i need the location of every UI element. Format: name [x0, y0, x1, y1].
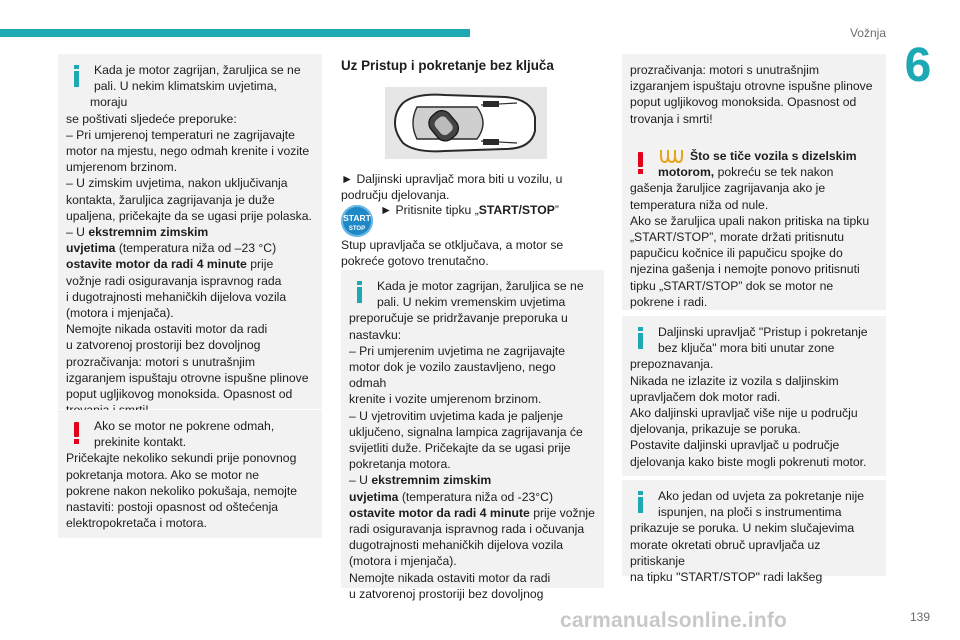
info-box-warm-engine: Kada je motor zagrijan, žaruljica se ne pali. U nekim klimatskim uvjetima, moraju se poštivati sljedeće preporuke: – Pri umjerenoj temperaturi ne zagrijavajte motor na mjestu, nego odmah krenite i vozite umjerenom brzinom. – U zimskim uvjetima, nakon uključivanja kontakta, žaruljica zagrijavanja je duže upaljena, pričekajte da se ugasi prije polaska. – U ekstremnim zimskim uvjetima (temperatura niža od –23 °C) ostavite motor da radi 4 minute prije vožnje radi osiguravanja ispravnog rada i dugotrajnosti mehaničkih dijelova vozila (motora i mjenjača). Nemojte nikada ostaviti motor da radi u zatvorenoj prostoriji bez dovoljnog prozračivanja: motori s unutrašnjim izgaranjem ispuštaju otrovne ispušne plinove poput ugljikovog monoksida. Opasnost od — [58, 54, 322, 409]
car-with-key-illustration — [385, 87, 547, 159]
info-box-remote-zone: Daljinski upravljač "Pristup i pokretanje bez ključa" mora biti unutar zone prepoznavanja. Nikada ne izlazite iz vozila s daljinskim upravljačem dok motor radi. Ako daljinski upravljač više nije u području djelovanja, prikazuje se poruka. Postavite daljinski upravljač u područje djelovanja kako biste mogli pokrenuti motor. — [622, 316, 886, 476]
result-text: Stup upravljača se otključava, a motor se pokreće gotovo trenutačno. — [341, 238, 564, 269]
warning-icon — [634, 152, 648, 176]
step-press-start-stop: ► Pritisnite tipku „START/STOP” — [380, 203, 559, 217]
section-heading: Uz Pristup i pokretanje bez ključa — [341, 58, 554, 73]
warning-box-engine-not-starting: Ako se motor ne pokrene odmah, prekinite kontakt. Pričekajte nekoliko sekundi prije ponovnog pokretanja motora. Ako se motor ne pokrene nakon nekoliko pokušaja, nemojte nastaviti: postoji opasnost od oštećenja elektropokretača i motora. — [58, 410, 322, 538]
step-remote-in-car: ► Daljinski upravljač mora biti u vozilu, u području djelovanja. — [341, 172, 563, 203]
info-icon — [70, 65, 84, 87]
info-box-start-conditions: Ako jedan od uvjeta za pokretanje nije ispunjen, na ploči s instrumentima prikazuje se poruka. U nekim slučajevima morate okretati obruč upravljača uz pritiskanje na tipku "START/STOP" radi lakšeg — [622, 480, 886, 576]
continued-box: prozračivanja: motori s unutrašnjim izgaranjem ispuštaju otrovne ispušne plinove poput ugljikovog monoksida. Opasnost od trovanja i smrti! — [622, 54, 886, 140]
info-icon — [634, 327, 648, 349]
info-icon — [634, 491, 648, 513]
info-icon — [353, 281, 367, 303]
watermark: carmanualsonline.info — [560, 609, 788, 632]
glow-plug-icon — [658, 148, 684, 164]
page-number: 139 — [909, 610, 930, 624]
warning-box-diesel: Što se tiče vozila s dizelskim motorom, pokreću se tek nakon gašenja žaruljice zagrijavanja ako je temperatura niža od nule. Ako se žaruljica upali nakon pritiska na tipku „START/STOP”, morate držati pritisnutu papučicu kočnice ili papučicu spojke do njezina gašenja i nemojte ponovo pritisnuti tipku „START/STOP” dok se motor ne pokrene i radi. — [622, 140, 886, 310]
chapter-title: Vožnja — [849, 26, 886, 40]
header-accent-bar — [0, 29, 470, 37]
keyless-section — [341, 58, 603, 74]
chapter-number: 6 — [904, 39, 932, 92]
warning-icon — [70, 422, 84, 446]
info-box-keyless-warm-engine: Kada je motor zagrijan, žaruljica se ne pali. U nekim vremenskim uvjetima preporučuje se pridržavanje preporuka u nastavku: – Pri umjerenim uvjetima ne zagrijavajte motor dok je vozilo zaustavljeno, nego odmah krenite i vozite umjerenom brzinom. – U vjetrovitim uvjetima kada je paljenje uključeno, signalna lampica zagrijavanja će svijetliti duže. Pričekajte da se ugasi prije pokretanja motora. – U ekstremnim zimskim uvjetima (temperatura niža od -23°C) ostavite motor da radi 4 minute prije vožnje radi osiguravanja ispravnog rada i očuvanja dugotrajnosti mehaničkih dijelova vozila (motora i mjenjača). Nemojte nikada ostaviti motor da radi u zatvorenoj prostoriji bez dovoljnog — [341, 270, 604, 588]
start-stop-button-icon: START STOP — [341, 205, 373, 237]
